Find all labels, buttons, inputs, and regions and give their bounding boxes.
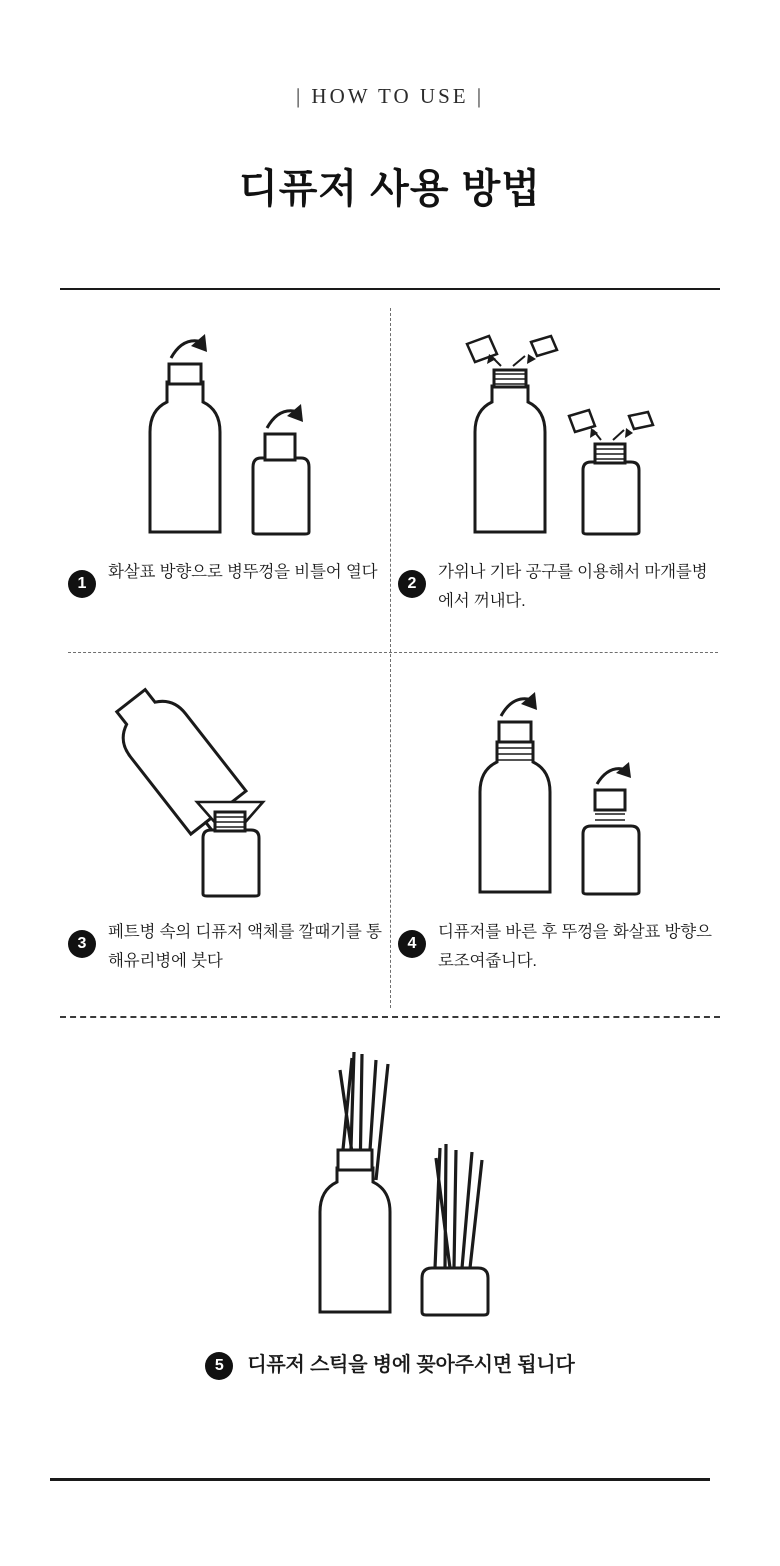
step-5-caption: [60, 1348, 720, 1383]
step-5-text: 디퓨저 스틱을 병에 꽂아주시면 됩니다: [247, 1354, 575, 1376]
step-1-number: 1: [68, 570, 96, 598]
page-title: 디퓨저 사용 방법: [239, 167, 541, 211]
step-1-text: 화살표 방향으로 병뚜껑을 비틀어 열다: [108, 563, 378, 581]
step-5-illustration: [60, 1040, 720, 1330]
step-4-number: 4: [398, 930, 426, 958]
step-3-number: 3: [68, 930, 96, 958]
step-4-text: 디퓨저를 바른 후 뚜껑을 화살표 방향으로조여줍니다.: [438, 923, 712, 970]
step-4: [390, 660, 720, 1012]
bottom-divider-rule: [50, 1478, 710, 1481]
step-3-illustration: [60, 672, 390, 902]
step-3-text: 페트병 속의 디퓨저 액체를 깔때기를 통해유리병에 붓다: [108, 923, 382, 970]
step-2-text: 가위나 기타 공구를 이용해서 마개를병에서 꺼내다.: [438, 563, 708, 610]
step-3-caption: [68, 918, 388, 976]
step-2-number: 2: [398, 570, 426, 598]
step-5-number: 5: [205, 1352, 233, 1380]
step-4-caption: [398, 918, 718, 976]
step-4-illustration: [390, 672, 720, 902]
horizontal-divider-1: [68, 652, 718, 653]
top-divider-rule: [60, 288, 720, 290]
step-2-caption: [398, 558, 718, 616]
horizontal-divider-2: [60, 1016, 720, 1018]
step-1: [60, 300, 390, 652]
step-3: [60, 660, 390, 1012]
step-1-illustration: [60, 312, 390, 542]
steps-grid: [60, 300, 720, 1020]
step-2-illustration: [390, 312, 720, 542]
step-2: [390, 300, 720, 652]
step-1-caption: [68, 558, 388, 598]
eyebrow-label: | HOW TO USE |: [295, 84, 485, 108]
step-5: [60, 1040, 720, 1420]
